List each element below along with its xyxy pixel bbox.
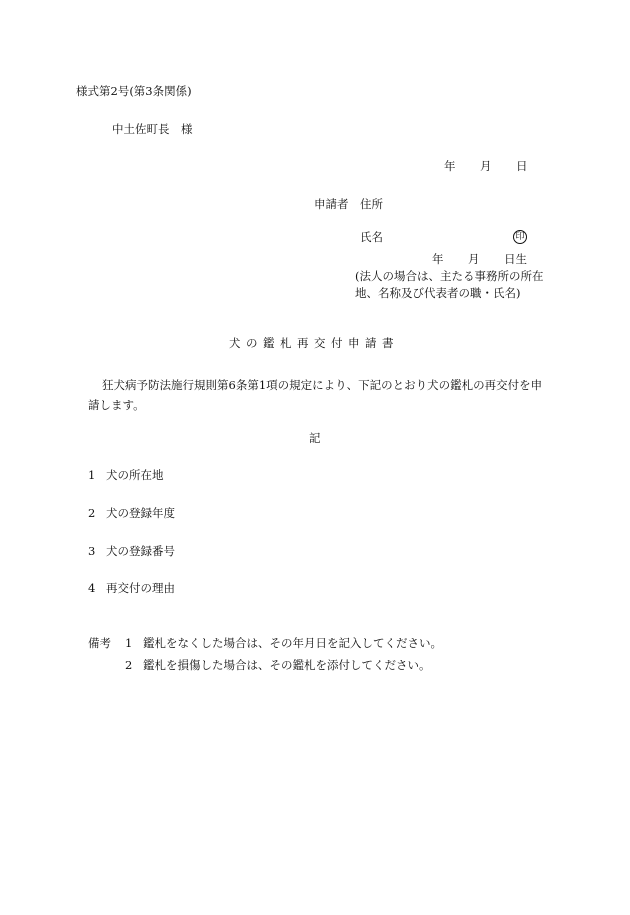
notes-heading: 備考 (88, 636, 111, 650)
applicant-address-label: 申請者 住所 (314, 197, 383, 211)
date-day-label: 日 (516, 159, 528, 173)
note-number: 1 (125, 636, 133, 650)
item-label: 犬の所在地 (106, 468, 164, 482)
date-year-label: 年 (444, 159, 456, 173)
note-item (125, 638, 442, 650)
seal-mark: 印 (513, 230, 527, 244)
note-text: 鑑札をなくした場合は、その年月日を記入してください。 (143, 636, 442, 650)
note-number: 2 (125, 658, 133, 672)
application-date (444, 161, 528, 173)
item-label: 犬の登録番号 (106, 544, 175, 558)
item-dog-location (88, 470, 164, 482)
form-number: 様式第2号(第3条関係) (76, 84, 192, 98)
birth-year-label: 年 (432, 252, 444, 266)
note-text: 鑑札を損傷した場合は、その鑑札を添付してください。 (143, 658, 431, 672)
note-item (125, 660, 431, 672)
document-title: 犬の鑑札再交付申請書 (229, 336, 399, 350)
item-number: 3 (88, 544, 96, 558)
item-number: 1 (88, 468, 96, 482)
birth-date (432, 254, 527, 266)
item-number: 2 (88, 506, 96, 520)
addressee: 中土佐町長 様 (112, 122, 193, 136)
item-number: 4 (88, 581, 96, 595)
corporation-note: (法人の場合は、主たる事務所の所在地、名称及び代表者の職・氏名) (355, 269, 544, 300)
item-registration-number (88, 546, 175, 558)
ki-heading: 記 (309, 431, 321, 445)
applicant-name-label: 氏名 (360, 230, 383, 244)
item-label: 犬の登録年度 (106, 506, 175, 520)
item-registration-year (88, 508, 175, 520)
item-reissue-reason (88, 583, 175, 595)
date-month-label: 月 (480, 159, 492, 173)
birth-month-label: 月 (468, 252, 480, 266)
birth-day-label: 日生 (504, 252, 527, 266)
item-label: 再交付の理由 (106, 581, 175, 595)
body-text: 狂犬病予防法施行規則第6条第1項の規定により、下記のとおり犬の鑑札の再交付を申請します。 (88, 378, 543, 412)
